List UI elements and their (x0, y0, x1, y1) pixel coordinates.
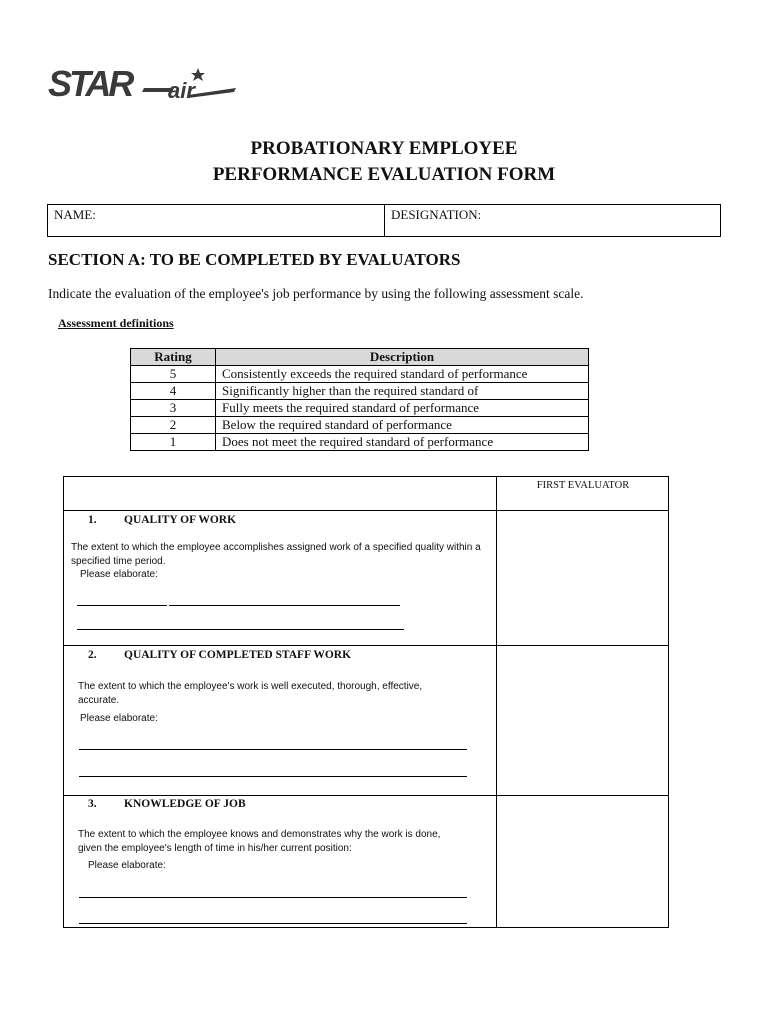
form-title-line2: PERFORMANCE EVALUATION FORM (212, 164, 556, 185)
description-cell: Consistently exceeds the required standard of performance (216, 366, 589, 383)
evaluation-table (63, 476, 669, 928)
rating-cell: 4 (131, 383, 216, 400)
section-a-heading: SECTION A: TO BE COMPLETED BY EVALUATORS (48, 250, 461, 269)
scale-row (131, 417, 589, 434)
rating-header: Rating (131, 349, 216, 366)
svg-text:STAR: STAR (48, 63, 132, 104)
item-title-knowledge-of-job: KNOWLEDGE OF JOB (124, 798, 246, 810)
rating-cell: 1 (131, 434, 216, 451)
name-label: NAME: (54, 207, 96, 222)
answer-line[interactable] (79, 749, 467, 750)
answer-line[interactable] (169, 605, 400, 606)
item-number: 2. (88, 649, 97, 661)
description-cell: Does not meet the required standard of performance (216, 434, 589, 451)
assessment-definitions-heading: Assessment definitions (58, 316, 174, 330)
first-evaluator-cell[interactable] (497, 511, 669, 645)
rating-cell: 5 (131, 366, 216, 383)
designation-field[interactable] (385, 205, 720, 236)
name-field[interactable] (48, 205, 385, 236)
answer-line[interactable] (77, 605, 167, 606)
svg-text:air: air (168, 78, 195, 103)
scale-row (131, 434, 589, 451)
answer-line[interactable] (79, 923, 467, 924)
description-cell: Below the required standard of performance (216, 417, 589, 434)
item-title-quality-of-completed-staff-work: QUALITY OF COMPLETED STAFF WORK (124, 649, 352, 661)
scale-header-row (131, 349, 589, 366)
answer-line[interactable] (79, 897, 467, 898)
item-number: 1. (88, 514, 97, 526)
item-number: 3. (88, 798, 97, 810)
item-description: The extent to which the employee knows and demonstrates why the work is done, given the employee's length of time in his/her current position: (78, 829, 441, 854)
rating-cell: 2 (131, 417, 216, 434)
description-header: Description (216, 349, 589, 366)
answer-line[interactable] (77, 629, 404, 630)
scale-row (131, 366, 589, 383)
scale-row (131, 400, 589, 417)
item-title-quality-of-work: QUALITY OF WORK (124, 514, 237, 526)
please-elaborate-label: Please elaborate: (88, 860, 166, 871)
name-designation-box (47, 204, 721, 237)
item-description: The extent to which the employee's work is well executed, thorough, effective, accurate. (78, 681, 423, 706)
assessment-scale-table (130, 348, 589, 451)
form-title-line1: PROBATIONARY EMPLOYEE (250, 138, 518, 159)
star-air-logo (48, 62, 238, 106)
first-evaluator-cell[interactable] (497, 646, 669, 795)
answer-line[interactable] (79, 776, 467, 777)
first-evaluator-cell[interactable] (497, 796, 669, 927)
designation-label: DESIGNATION: (391, 207, 482, 222)
first-evaluator-header: FIRST EVALUATOR (536, 480, 630, 491)
description-cell: Fully meets the required standard of performance (216, 400, 589, 417)
description-cell: Significantly higher than the required standard of (216, 383, 589, 400)
scale-row (131, 383, 589, 400)
please-elaborate-label: Please elaborate: (80, 713, 158, 724)
please-elaborate-label: Please elaborate: (80, 569, 158, 580)
rating-cell: 3 (131, 400, 216, 417)
instruction-text: Indicate the evaluation of the employee's job performance by using the following assessment scale. (48, 286, 584, 301)
item-description: The extent to which the employee accomplishes assigned work of a specified quality within a specified time period. (71, 542, 481, 567)
